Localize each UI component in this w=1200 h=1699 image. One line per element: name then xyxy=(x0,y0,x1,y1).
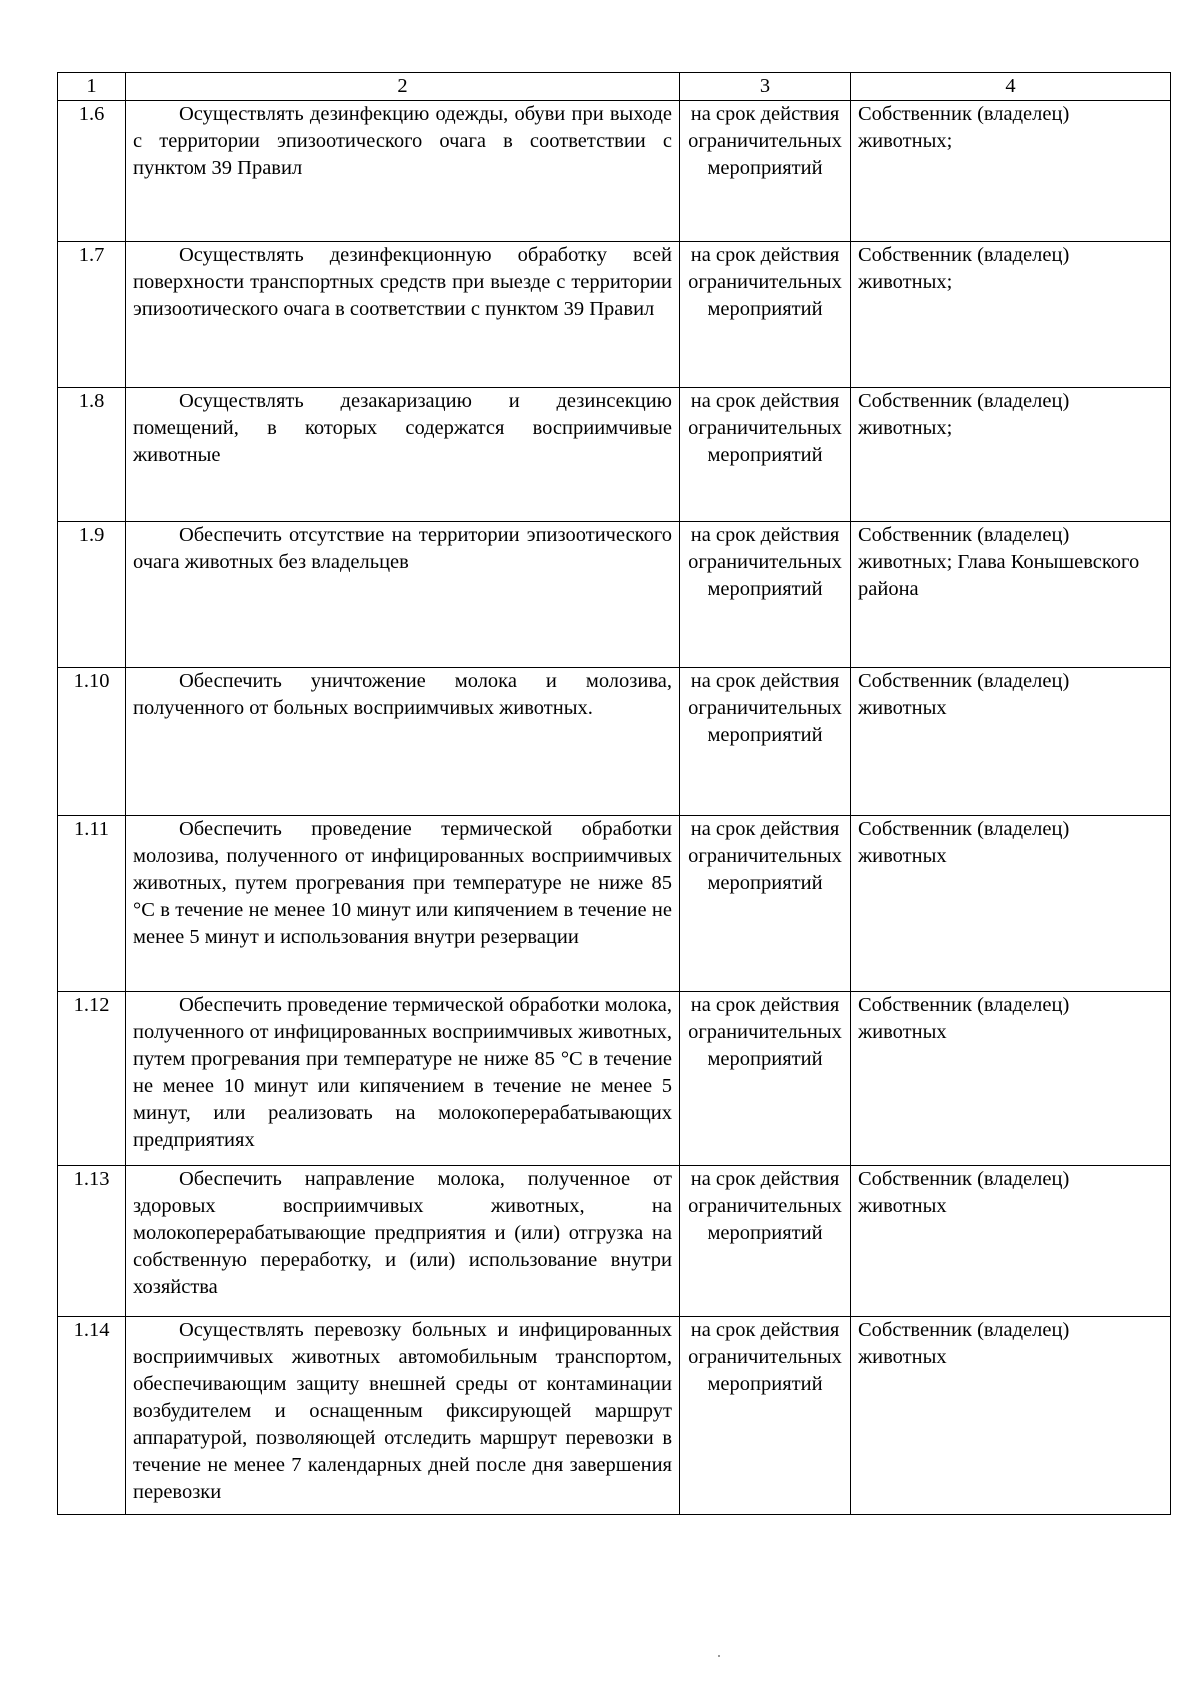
measure-responsible: Собственник (владелец) животных; xyxy=(851,101,1171,242)
measure-term: на срок действия ограничительных мероприятий xyxy=(680,101,851,242)
measure-text: Обеспечить отсутствие на территории эпизоотического очага животных без владельцев xyxy=(133,524,672,573)
table-row xyxy=(58,388,1171,522)
measures-table xyxy=(57,72,1171,1515)
measure-responsible: Собственник (владелец) животных; xyxy=(851,388,1171,522)
measure-responsible: Собственник (владелец) животных xyxy=(851,1317,1171,1515)
measure-responsible: Собственник (владелец) животных xyxy=(851,668,1171,816)
measure-responsible: Собственник (владелец) животных xyxy=(851,816,1171,992)
row-number: 1.14 xyxy=(58,1317,126,1515)
row-number: 1.6 xyxy=(58,101,126,242)
measure-term: на срок действия ограничительных мероприятий xyxy=(680,522,851,668)
measure-term: на срок действия ограничительных мероприятий xyxy=(680,992,851,1166)
column-header-4: 4 xyxy=(851,73,1171,101)
column-header-2: 2 xyxy=(126,73,680,101)
column-header-3: 3 xyxy=(680,73,851,101)
table-row xyxy=(58,816,1171,992)
measure-term: на срок действия ограничительных мероприятий xyxy=(680,1317,851,1515)
table-row xyxy=(58,522,1171,668)
measure-text: Обеспечить направление молока, полученное от здоровых восприимчивых животных, на молокоперерабатывающие предприятия и (или) отгрузка на собственную переработку, и (или) использование внутри хозяйства xyxy=(133,1168,672,1298)
measure-text: Осуществлять дезинфекционную обработку всей поверхности транспортных средств при выезде с территории эпизоотического очага в соответствии с пунктом 39 Правил xyxy=(133,244,672,320)
scan-dot xyxy=(718,1655,720,1657)
measure-text: Осуществлять дезакаризацию и дезинсекцию помещений, в которых содержатся восприимчивые животные xyxy=(133,390,672,466)
measure-responsible: Собственник (владелец) животных xyxy=(851,992,1171,1166)
measure-term: на срок действия ограничительных мероприятий xyxy=(680,242,851,388)
measure-responsible: Собственник (владелец) животных; Глава Конышевского района xyxy=(851,522,1171,668)
row-number: 1.9 xyxy=(58,522,126,668)
measure-text: Обеспечить проведение термической обработки молозива, полученного от инфицированных восприимчивых животных, путем прогревания при температуре не ниже 85 °С в течение не менее 10 минут или кипячением в течение не менее 5 минут и использования внутри резервации xyxy=(133,818,672,948)
measure-term: на срок действия ограничительных мероприятий xyxy=(680,388,851,522)
measure-responsible: Собственник (владелец) животных; xyxy=(851,242,1171,388)
measure-responsible: Собственник (владелец) животных xyxy=(851,1166,1171,1317)
table-row xyxy=(58,1166,1171,1317)
row-number: 1.12 xyxy=(58,992,126,1166)
measure-text: Обеспечить уничтожение молока и молозива, полученного от больных восприимчивых животных. xyxy=(133,670,672,719)
column-header-1: 1 xyxy=(58,73,126,101)
table-row xyxy=(58,1317,1171,1515)
document-page xyxy=(57,72,1170,1515)
table-row xyxy=(58,992,1171,1166)
row-number: 1.10 xyxy=(58,668,126,816)
row-number: 1.11 xyxy=(58,816,126,992)
row-number: 1.13 xyxy=(58,1166,126,1317)
table-header-row xyxy=(58,73,1171,101)
measure-term: на срок действия ограничительных мероприятий xyxy=(680,668,851,816)
measure-term: на срок действия ограничительных мероприятий xyxy=(680,1166,851,1317)
row-number: 1.7 xyxy=(58,242,126,388)
table-row xyxy=(58,668,1171,816)
measure-text: Осуществлять дезинфекцию одежды, обуви при выходе с территории эпизоотического очага в соответствии с пунктом 39 Правил xyxy=(133,103,672,179)
table-row xyxy=(58,242,1171,388)
row-number: 1.8 xyxy=(58,388,126,522)
measure-text: Обеспечить проведение термической обработки молока, полученного от инфицированных восприимчивых животных, путем прогревания при температуре не ниже 85 °С в течение не менее 10 минут или кипячением в течение не менее 5 минут, или реализовать на молокоперерабатывающих предприятиях xyxy=(133,994,672,1151)
measure-text: Осуществлять перевозку больных и инфицированных восприимчивых животных автомобильным транспортом, обеспечивающим защиту внешней среды от контаминации возбудителем и оснащенным фиксирующей маршрут аппаратурой, позволяющей отследить маршрут перевозки в течение не менее 7 календарных дней после дня завершения перевозки xyxy=(133,1319,672,1503)
table-row xyxy=(58,101,1171,242)
measure-term: на срок действия ограничительных мероприятий xyxy=(680,816,851,992)
